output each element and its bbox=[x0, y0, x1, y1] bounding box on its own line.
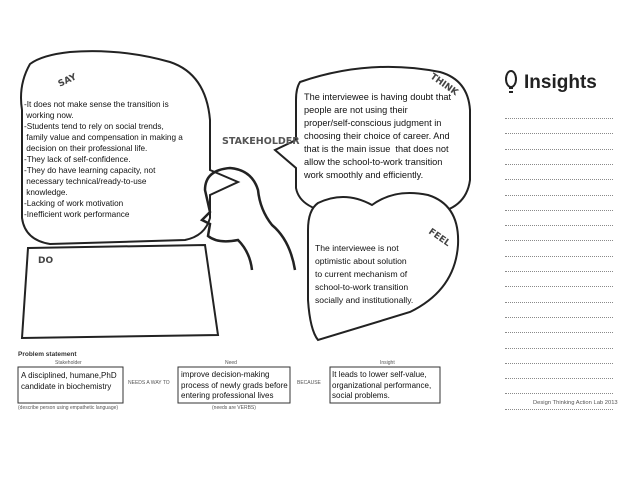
insight-line: organizational performance, bbox=[332, 380, 432, 390]
feel-line: optimistic about solution bbox=[315, 256, 407, 266]
feel-line: to current mechanism of bbox=[315, 269, 408, 279]
think-line: work smoothly and efficiently. bbox=[304, 170, 424, 180]
need-text bbox=[181, 370, 293, 402]
need-line: process of newly grads before bbox=[181, 380, 288, 390]
need-caption: (needs are VERBS) bbox=[212, 405, 256, 411]
insight-rule bbox=[505, 210, 613, 211]
insight-rule bbox=[505, 118, 613, 119]
insight-rule bbox=[505, 133, 613, 134]
problem-statement-title: Problem statement bbox=[18, 351, 77, 358]
insight-line: social problems. bbox=[332, 391, 390, 400]
insight-rule bbox=[505, 240, 613, 241]
insight-header: Insight bbox=[380, 360, 395, 366]
insight-rule bbox=[505, 393, 613, 394]
think-text bbox=[304, 91, 469, 182]
say-line: -It does not make sense the transition is bbox=[24, 100, 169, 109]
stakeholder-text bbox=[21, 371, 123, 392]
think-line: proper/self-conscious judgment in bbox=[304, 118, 442, 128]
think-line: choosing their choice of career. And bbox=[304, 131, 450, 141]
insight-rule bbox=[505, 286, 613, 287]
say-text bbox=[24, 99, 209, 220]
insight-rule bbox=[505, 363, 613, 364]
think-line: people are not using their bbox=[304, 105, 408, 115]
feel-line: The interviewee is not bbox=[315, 243, 399, 253]
insight-rule bbox=[505, 332, 613, 333]
insight-rule bbox=[505, 317, 613, 318]
say-line: -Lacking of work motivation bbox=[24, 199, 124, 208]
stakeholder-line: A disciplined, humane,PhD bbox=[21, 371, 117, 380]
say-line: -Inefficient work performance bbox=[24, 210, 130, 219]
lightbulb-icon bbox=[506, 71, 516, 92]
say-line: -Students tend to rely on social trends, bbox=[24, 122, 164, 131]
stakeholder-header: Stakeholder bbox=[55, 360, 82, 366]
insight-line: It leads to lower self-value, bbox=[332, 370, 427, 379]
think-label: THINK bbox=[427, 71, 460, 99]
need-line: improve decision-making bbox=[181, 370, 270, 379]
insight-rule bbox=[505, 378, 613, 379]
insight-rule bbox=[505, 164, 613, 165]
insight-text bbox=[332, 370, 442, 402]
insight-rule bbox=[505, 179, 613, 180]
feel-line: school-to-work transition bbox=[315, 282, 409, 292]
needs-a-way-to: NEEDS A WAY TO bbox=[128, 380, 170, 386]
think-line: The interviewee is having doubt that bbox=[304, 92, 452, 102]
insight-rule bbox=[505, 302, 613, 303]
do-label: DO bbox=[38, 256, 54, 266]
say-line: decision on their professional life. bbox=[24, 144, 148, 153]
need-header: Need bbox=[225, 360, 237, 366]
need-line: entering professional lives bbox=[181, 391, 274, 400]
insight-rule bbox=[505, 149, 613, 150]
think-line: allow the school-to-work transition bbox=[304, 157, 443, 167]
feel-label: FEEL bbox=[426, 226, 452, 250]
insight-rule bbox=[505, 409, 613, 410]
insights-title: Insights bbox=[524, 72, 597, 93]
say-line: working now. bbox=[24, 111, 74, 120]
stakeholder-caption: (describe person using empathetic language) bbox=[18, 405, 119, 411]
say-line: necessary technical/ready-to-use bbox=[24, 177, 147, 186]
insight-rule bbox=[505, 271, 613, 272]
feel-text bbox=[315, 242, 450, 307]
footer: Design Thinking Action Lab 2013 bbox=[533, 400, 618, 406]
say-line: knowledge. bbox=[24, 188, 68, 197]
stakeholder-line: candidate in biochemistry bbox=[21, 381, 112, 391]
say-line: family value and compensation in making a bbox=[24, 133, 183, 142]
think-line: that is the main issue that does not bbox=[304, 144, 449, 154]
insight-rule bbox=[505, 348, 613, 349]
insight-rule bbox=[505, 195, 613, 196]
insight-rule bbox=[505, 256, 613, 257]
say-line: -They lack of self-confidence. bbox=[24, 155, 131, 164]
stakeholder-label: STAKEHOLDER bbox=[222, 136, 300, 147]
insight-rule bbox=[505, 225, 613, 226]
feel-line: socially and institutionally. bbox=[315, 295, 414, 305]
say-line: -They do have learning capacity, not bbox=[24, 166, 156, 175]
say-label: SAY bbox=[56, 72, 79, 90]
because-label: BECAUSE bbox=[297, 380, 321, 386]
